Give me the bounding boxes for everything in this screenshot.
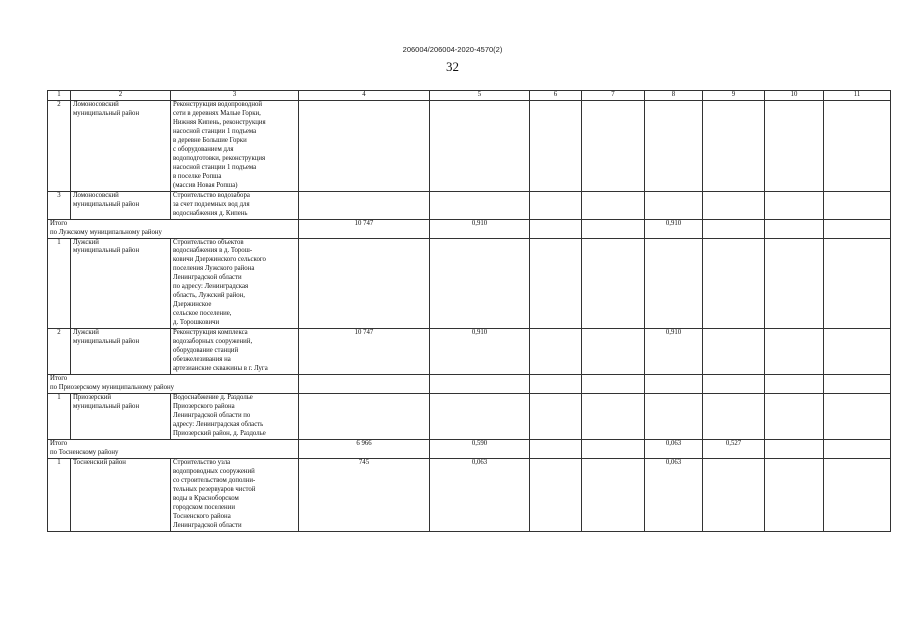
object-cell: Реконструкция комплекса водозаборных сооружений, оборудование станций обезжелезивания на артезианские скважины в г. Луга [171, 329, 299, 375]
column-header: 11 [824, 91, 891, 101]
value-cell-6 [530, 439, 582, 458]
value-cell-11 [824, 329, 891, 375]
value-cell-8: 0,910 [645, 329, 703, 375]
value-cell-6 [530, 238, 582, 329]
subtotal-label: Итого по Тосненскому району [48, 439, 299, 458]
value-cell-10 [765, 219, 824, 238]
column-header: 1 [48, 91, 71, 101]
value-cell-10 [765, 238, 824, 329]
row-number-cell: 1 [48, 238, 71, 329]
value-cell-6 [530, 191, 582, 219]
row-number-cell: 1 [48, 393, 71, 439]
column-header: 9 [703, 91, 765, 101]
row-number-cell: 2 [48, 100, 71, 191]
column-numbers-row [48, 91, 891, 101]
value-cell-7 [582, 191, 645, 219]
value-cell-11 [824, 191, 891, 219]
value-cell-8 [645, 238, 703, 329]
document-id: 206004/206004-2020-4570(2) [402, 45, 503, 54]
value-cell-10 [765, 100, 824, 191]
value-cell-11 [824, 458, 891, 531]
column-header: 4 [299, 91, 430, 101]
value-cell-9 [703, 100, 765, 191]
value-cell-8: 0,063 [645, 439, 703, 458]
subtotal-label: Итого по Лужскому муниципальному району [48, 219, 299, 238]
table-row [48, 393, 891, 439]
value-cell-6 [530, 219, 582, 238]
district-cell: Ломоносовский муниципальный район [71, 191, 171, 219]
value-cell-9 [703, 238, 765, 329]
value-cell-6 [530, 393, 582, 439]
value-cell-7 [582, 458, 645, 531]
value-cell-6 [530, 375, 582, 394]
table-row [48, 329, 891, 375]
value-cell-9 [703, 375, 765, 394]
value-cell-10 [765, 329, 824, 375]
column-header: 3 [171, 91, 299, 101]
column-header: 2 [71, 91, 171, 101]
value-cell-4 [299, 393, 430, 439]
value-cell-4 [299, 375, 430, 394]
value-cell-9 [703, 329, 765, 375]
object-cell: Водоснабжение д. Раздолье Приозерского района Ленинградской области по адресу: Ленинградская область Приозерский район, д. Раздолье [171, 393, 299, 439]
value-cell-10 [765, 191, 824, 219]
value-cell-6 [530, 458, 582, 531]
district-cell: Тосненский район [71, 458, 171, 531]
value-cell-11 [824, 238, 891, 329]
object-cell: Реконструкция водопроводной сети в деревнях Малые Горки, Нижняя Кипень, реконструкция насосной станции 1 подъема в деревне Большие Горки с оборудованием для водоподготовки, реконструкция насосной станции 1 подъема в поселке Ропша (массив Новая Ропша) [171, 100, 299, 191]
value-cell-5: 0,590 [430, 439, 530, 458]
value-cell-9 [703, 191, 765, 219]
column-header: 5 [430, 91, 530, 101]
row-number-cell: 3 [48, 191, 71, 219]
value-cell-10 [765, 375, 824, 394]
value-cell-10 [765, 439, 824, 458]
value-cell-4 [299, 100, 430, 191]
subtotal-label: Итого по Приозерскому муниципальному району [48, 375, 299, 394]
value-cell-6 [530, 100, 582, 191]
row-number-cell: 2 [48, 329, 71, 375]
table-row [48, 458, 891, 531]
table-row [48, 191, 891, 219]
value-cell-6 [530, 329, 582, 375]
value-cell-11 [824, 393, 891, 439]
object-cell: Строительство объектов водоснабжения в д. Торош- ковичи Дзержинского сельского поселения Лужского района Ленинградской области по адресу: Ленинградская область, Лужский район, Дзержинское сельское поселение, д. Торошковичи [171, 238, 299, 329]
district-cell: Лужский муниципальный район [71, 329, 171, 375]
value-cell-9 [703, 458, 765, 531]
value-cell-4: 10 747 [299, 219, 430, 238]
value-cell-4 [299, 191, 430, 219]
value-cell-8: 0,910 [645, 219, 703, 238]
value-cell-9 [703, 393, 765, 439]
district-cell: Лужский муниципальный район [71, 238, 171, 329]
column-header: 8 [645, 91, 703, 101]
value-cell-11 [824, 375, 891, 394]
value-cell-4: 745 [299, 458, 430, 531]
value-cell-5 [430, 100, 530, 191]
district-cell: Ломоносовский муниципальный район [71, 100, 171, 191]
value-cell-7 [582, 100, 645, 191]
object-cell: Строительство узла водопроводных сооружений со строительством дополни- тельных резервуаров чистой воды в Красноборском городском поселении Тосненского района Ленинградской области [171, 458, 299, 531]
table-row [48, 100, 891, 191]
value-cell-7 [582, 329, 645, 375]
district-cell: Приозерский муниципальный район [71, 393, 171, 439]
value-cell-7 [582, 219, 645, 238]
value-cell-5 [430, 375, 530, 394]
column-header: 6 [530, 91, 582, 101]
value-cell-5: 0,063 [430, 458, 530, 531]
value-cell-9: 0,527 [703, 439, 765, 458]
data-table [47, 90, 891, 532]
column-header: 10 [765, 91, 824, 101]
value-cell-7 [582, 375, 645, 394]
value-cell-7 [582, 238, 645, 329]
value-cell-11 [824, 219, 891, 238]
column-header: 7 [582, 91, 645, 101]
value-cell-5: 0,910 [430, 329, 530, 375]
value-cell-4: 10 747 [299, 329, 430, 375]
value-cell-8: 0,063 [645, 458, 703, 531]
value-cell-5 [430, 393, 530, 439]
value-cell-7 [582, 439, 645, 458]
subtotal-row [48, 439, 891, 458]
value-cell-5: 0,910 [430, 219, 530, 238]
table-row [48, 238, 891, 329]
subtotal-row [48, 219, 891, 238]
value-cell-8 [645, 393, 703, 439]
value-cell-10 [765, 458, 824, 531]
value-cell-8 [645, 100, 703, 191]
value-cell-10 [765, 393, 824, 439]
value-cell-8 [645, 375, 703, 394]
value-cell-4: 6 966 [299, 439, 430, 458]
object-cell: Строительство водозабора за счет подземных вод для водоснабжения д. Кипень [171, 191, 299, 219]
value-cell-8 [645, 191, 703, 219]
value-cell-4 [299, 238, 430, 329]
value-cell-9 [703, 219, 765, 238]
value-cell-5 [430, 191, 530, 219]
value-cell-11 [824, 439, 891, 458]
row-number-cell: 1 [48, 458, 71, 531]
value-cell-11 [824, 100, 891, 191]
value-cell-7 [582, 393, 645, 439]
value-cell-5 [430, 238, 530, 329]
subtotal-row [48, 375, 891, 394]
page-number: 32 [446, 59, 459, 74]
